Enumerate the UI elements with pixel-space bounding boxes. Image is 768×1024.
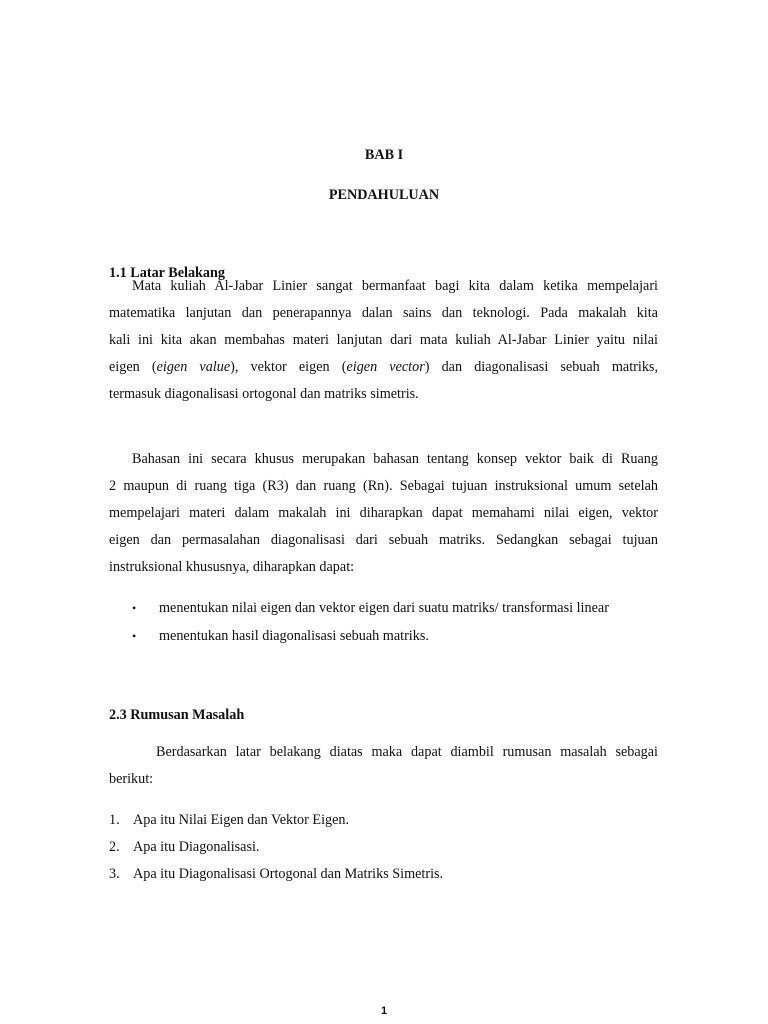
text-run: ), vektor eigen ( — [230, 359, 347, 375]
paragraph-line: Bahasan ini secara khusus merupakan bahasan tentang konsep vektor baik di Ruang — [132, 451, 658, 467]
list-item — [109, 834, 443, 861]
list-item-text: Apa itu Diagonalisasi Ortogonal dan Matriks Simetris. — [133, 866, 444, 882]
list-item — [132, 594, 609, 622]
paragraph-line: mempelajari materi dalam makalah ini diharapkan dapat memahami nilai eigen, vektor — [109, 505, 658, 521]
paragraph-line: kali ini kita akan membahas materi lanjutan dari mata kuliah Al-Jabar Linier yaitu nilai — [109, 332, 658, 348]
list-item-text: menentukan hasil diagonalisasi sebuah matriks. — [159, 628, 429, 644]
bullet-icon: • — [132, 601, 137, 615]
list-item-text: Apa itu Diagonalisasi. — [133, 839, 260, 855]
page-number: 1 — [380, 1005, 388, 1017]
section-heading-rumusan-masalah: 2.3 Rumusan Masalah — [109, 707, 245, 723]
text-run: eigen ( — [109, 359, 157, 375]
numbered-list — [109, 807, 443, 888]
section-heading-latar-belakang: 1.1 Latar Belakang — [109, 265, 226, 281]
paragraph-line: matematika lanjutan dan penerapannya dalan sains dan teknologi. Pada makalah kita — [109, 305, 658, 321]
paragraph-line: termasuk diagonalisasi ortogonal dan matriks simetris. — [109, 386, 419, 402]
bullet-icon: • — [132, 629, 137, 643]
list-item — [132, 622, 609, 650]
list-number: 1. — [109, 812, 120, 828]
paragraph-line: 2 maupun di ruang tiga (R3) dan ruang (Rn). Sebagai tujuan instruksional umum setelah — [109, 478, 658, 494]
paragraph-line: Berdasarkan latar belakang diatas maka dapat diambil rumusan masalah sebagai — [156, 744, 658, 760]
italic-term: eigen value — [156, 359, 231, 375]
italic-term: eigen vector — [346, 359, 425, 375]
list-item — [109, 807, 443, 834]
list-number: 2. — [109, 839, 120, 855]
chapter-number: BAB I — [364, 147, 404, 163]
list-number: 3. — [109, 866, 120, 882]
chapter-title: PENDAHULUAN — [328, 187, 440, 203]
paragraph-line: Mata kuliah Al-Jabar Linier sangat bermanfaat bagi kita dalam ketika mempelajari — [132, 278, 658, 294]
paragraph-line: berikut: — [109, 771, 154, 787]
paragraph-latar-belakang-1 — [109, 273, 658, 408]
paragraph-latar-belakang-2 — [109, 446, 658, 581]
paragraph-line: eigen dan permasalahan diagonalisasi dari sebuah matriks. Sedangkan sebagai tujuan — [109, 532, 658, 548]
list-item — [109, 861, 443, 888]
bullet-list — [132, 594, 609, 650]
list-item-text: Apa itu Nilai Eigen dan Vektor Eigen. — [133, 812, 350, 828]
paragraph-rumusan-masalah — [109, 739, 658, 793]
paragraph-line: instruksional khususnya, diharapkan dapat: — [109, 559, 355, 575]
text-run: ) dan diagonalisasi sebuah matriks, — [424, 359, 658, 375]
list-item-text: menentukan nilai eigen dan vektor eigen dari suatu matriks/ transformasi linear — [159, 600, 609, 616]
paragraph-line — [109, 354, 658, 381]
